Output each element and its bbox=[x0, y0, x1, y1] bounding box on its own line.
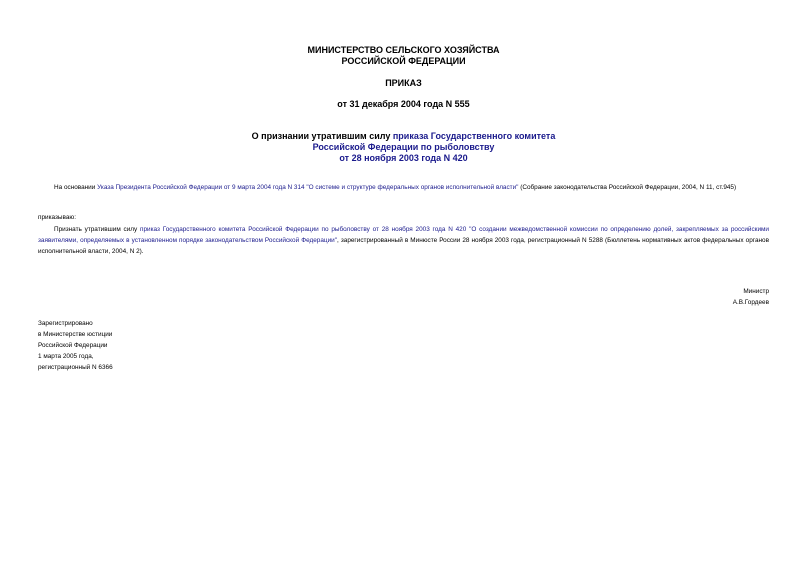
title-link-part2[interactable]: Российской Федерации по рыболовству bbox=[312, 142, 495, 152]
document-type-label: ПРИКАЗ bbox=[385, 78, 422, 88]
title-link-part1[interactable]: приказа Государственного комитета bbox=[392, 131, 556, 141]
signature-block bbox=[733, 286, 769, 308]
ministry-header bbox=[0, 45, 807, 67]
title-link-part3[interactable]: от 28 ноября 2003 года N 420 bbox=[339, 153, 468, 163]
presidential-decree-link[interactable]: Указа Президента Российской Федерации от 9 марта 2004 года N 314 "О системе и структуре федеральных органов исполнительной власти" bbox=[97, 184, 519, 191]
clause-suffix: , зарегистрированный в Минюсте России 28 ноября 2003 года, регистрационный N 5288 (Бюллетень нормативных актов федеральных органов исполнительной власти, 2004, N 2). bbox=[38, 237, 769, 255]
registration-line4: 1 марта 2005 года, bbox=[38, 353, 94, 360]
title-line2 bbox=[0, 142, 807, 153]
title-line3 bbox=[0, 153, 807, 164]
clause-prefix: Признать утратившим силу bbox=[54, 226, 140, 233]
registration-line5: регистрационный N 6366 bbox=[38, 364, 113, 371]
basis-suffix: (Собрание законодательства Российской Федерации, 2004, N 11, ст.945) bbox=[518, 184, 737, 191]
document-date bbox=[0, 99, 807, 110]
registration-line3: Российской Федерации bbox=[38, 342, 108, 349]
ministry-name-line1: МИНИСТЕРСТВО СЕЛЬСКОГО ХОЗЯЙСТВА bbox=[307, 45, 500, 55]
basis-paragraph bbox=[38, 182, 769, 193]
clause-paragraph bbox=[38, 224, 769, 257]
registration-line2: в Министерстве юстиции bbox=[38, 331, 113, 338]
repealed-order-link[interactable]: приказ Государственного комитета Российской Федерации по рыболовству от 28 ноября 2003 года N 420 "О создании межведомственной комиссии по определению долей, закрепляемых за российскими заявителями, определяемых в установленном порядке законодательством Российской Федерации" bbox=[38, 226, 770, 244]
title-prefix: О признании утратившим силу bbox=[251, 131, 393, 141]
order-word-paragraph bbox=[38, 212, 769, 223]
document-date-label: от 31 декабря 2004 года N 555 bbox=[337, 99, 470, 109]
ministry-name-line2: РОССИЙСКОЙ ФЕДЕРАЦИИ bbox=[341, 56, 466, 66]
registration-block bbox=[38, 318, 113, 373]
document-title bbox=[0, 131, 807, 164]
order-word: приказываю: bbox=[38, 214, 76, 221]
document-type bbox=[0, 78, 807, 89]
registration-line1: Зарегистрировано bbox=[38, 320, 93, 327]
title-line1 bbox=[0, 131, 807, 142]
basis-prefix: На основании bbox=[54, 184, 98, 191]
signature-position: Министр bbox=[743, 288, 769, 295]
signature-name: А.В.Гордеев bbox=[732, 299, 769, 306]
